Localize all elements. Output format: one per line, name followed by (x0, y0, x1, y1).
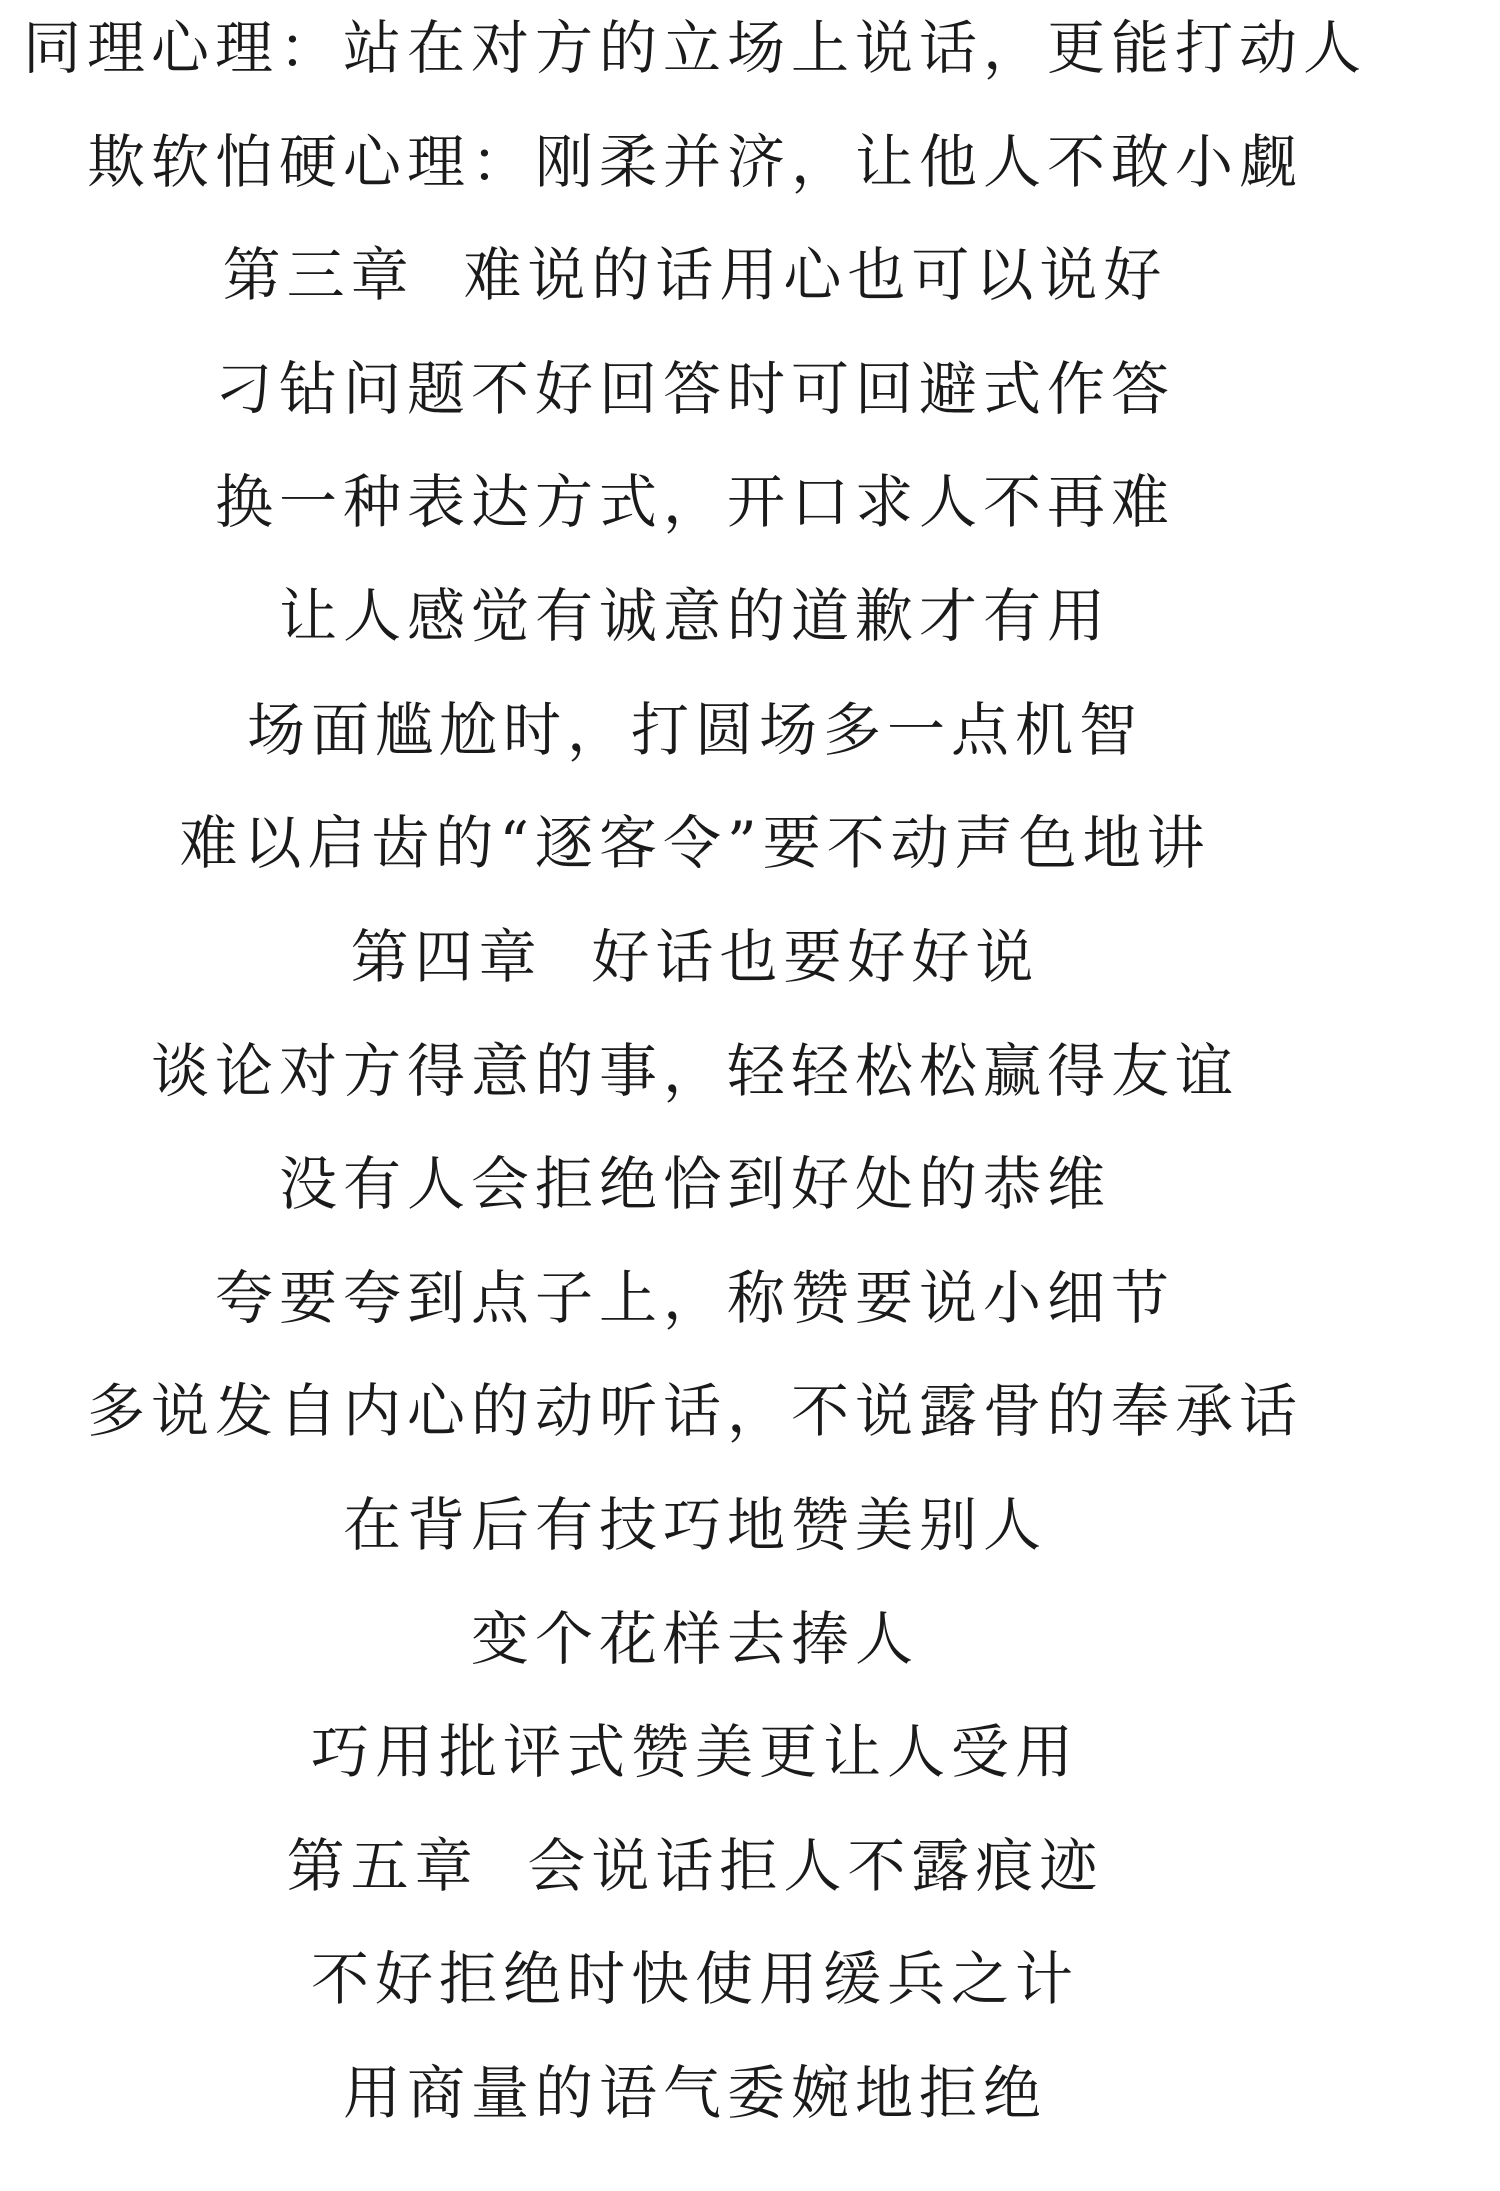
toc-item: 不好拒绝时快使用缓兵之计 (310, 1945, 1079, 2013)
toc-item: 变个花样去捧人 (470, 1605, 919, 1673)
toc-item: 欺软怕硬心理：刚柔并济，让他人不敢小觑 (86, 128, 1303, 196)
toc-item: 用商量的语气委婉地拒绝 (342, 2059, 1047, 2127)
toc-item: 巧用批评式赞美更让人受用 (310, 1718, 1079, 1786)
toc-item: 刁钻问题不好回答时可回避式作答 (214, 355, 1175, 423)
toc-item: 夸要夸到点子上，称赞要说小细节 (214, 1264, 1175, 1332)
chapter-heading: 第四章 好话也要好好说 (350, 923, 1040, 991)
toc-item: 在背后有技巧地赞美别人 (342, 1491, 1047, 1559)
chapter-heading: 第五章 会说话拒人不露痕迹 (286, 1832, 1104, 1900)
toc-item: 场面尴尬时，打圆场多一点机智 (246, 696, 1143, 764)
toc-item: 多说发自内心的动听话，不说露骨的奉承话 (86, 1377, 1303, 1445)
toc-item: 没有人会拒绝恰到好处的恭维 (278, 1150, 1111, 1218)
toc-item: 同理心理：站在对方的立场上说话，更能打动人 (22, 14, 1367, 82)
chapter-heading: 第三章 难说的话用心也可以说好 (222, 241, 1168, 309)
toc-item: 难以启齿的“逐客令”要不动声色地讲 (179, 809, 1211, 877)
toc-item: 让人感觉有诚意的道歉才有用 (278, 582, 1111, 650)
toc-item: 换一种表达方式，开口求人不再难 (214, 468, 1175, 536)
toc-item: 谈论对方得意的事，轻轻松松赢得友谊 (150, 1037, 1239, 1105)
